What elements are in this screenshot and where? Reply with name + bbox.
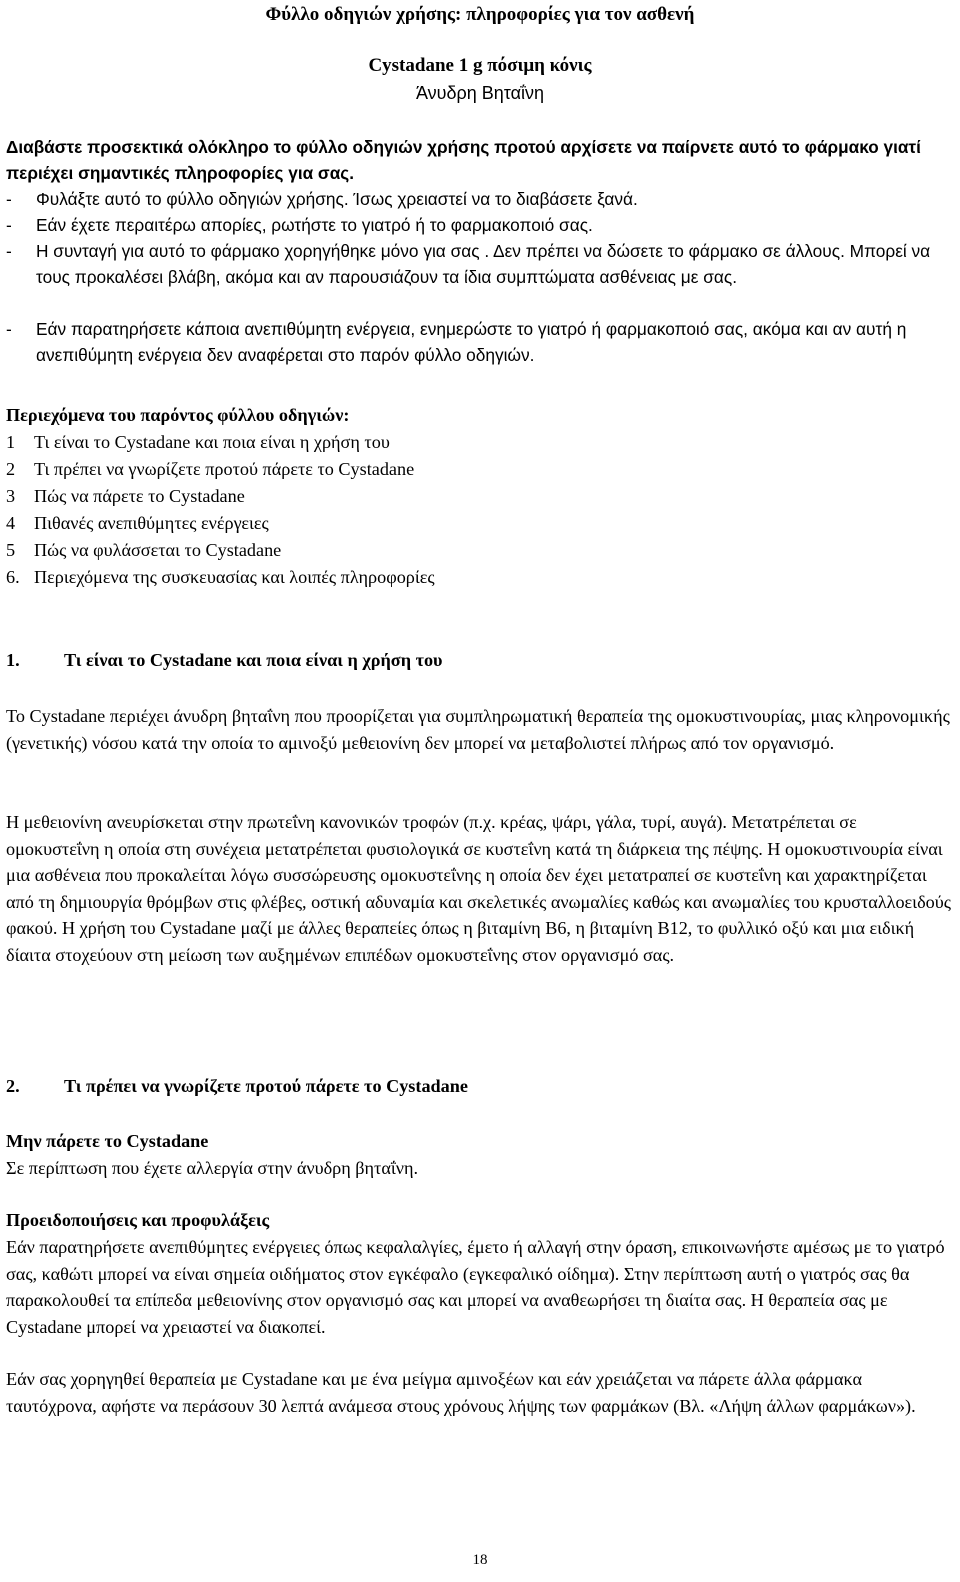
toc-item-label: Περιεχόμενα της συσκευασίας και λοιπές πληροφορίες xyxy=(34,567,435,587)
section-1-title: Τι είναι το Cystadane και ποια είναι η χρήση του xyxy=(64,650,443,670)
intro-warning: Διαβάστε προσεκτικά ολόκληρο το φύλλο οδηγιών χρήσης προτού αρχίσετε να παίρνετε αυτό το φάρμακο γιατί περιέχει σημαντικές πληροφορίες για σας. xyxy=(6,137,921,183)
bullet-dash: - xyxy=(6,189,12,209)
bullet-text: Η συνταγή για αυτό το φάρμακο χορηγήθηκε μόνο για σας . Δεν πρέπει να δώσετε το φάρμακο σε άλλους. Μπορεί να τους προκαλέσει βλάβη, ακόμα και αν παρουσιάζουν τα ίδια συμπτώματα ασθένειας με σας. xyxy=(36,241,931,287)
do-not-take-heading: Μην πάρετε το Cystadane xyxy=(6,1131,209,1151)
toc-item-label: Πώς να πάρετε το Cystadane xyxy=(34,486,245,506)
toc-item-number: 5 xyxy=(6,540,16,560)
section-1-paragraph: Η μεθειονίνη ανευρίσκεται στην πρωτεΐνη κανονικών τροφών (π.χ. κρέας, ψάρι, γάλα, τυρί, αυγά). Μετατρέπεται σε ομοκυστεΐνη η οποία στη συνέχεια μετατρέπεται φυσιολογικά σε κυστεΐνη κατά τη διάρκεια της πέψης. Η ομοκυστινουρία είναι μια ασθένεια που προκαλείται λόγω συσσώρευσης ομοκυστεΐνης η οποία δεν έχει μετατραπεί σε κυστεΐνη και χαρακτηρίζεται από τη δημιουργία θρόμβων στις φλέβες, οστική αδυναμία και σκελετικές ανωμαλίες καθώς και ανωμαλίες του κρυσταλλοειδούς φακού. Η χρήση του Cystadane μαζί με άλλες θεραπείες όπως η βιταμίνη B6, η βιταμίνη B12, το φυλλικό οξύ και μια ειδική δίαιτα στοχεύουν στη μείωση των αυξημένων επιπέδων ομοκυστεΐνης στον οργανισμό σας. xyxy=(6,812,951,965)
toc-item-label: Τι είναι το Cystadane και ποια είναι η χρήση του xyxy=(34,432,390,452)
bullet-text: Εάν έχετε περαιτέρω απορίες, ρωτήστε το γιατρό ή το φαρμακοποιό σας. xyxy=(36,215,593,235)
bullet-dash: - xyxy=(6,241,12,261)
toc-item-number: 2 xyxy=(6,459,16,479)
section-1-number: 1. xyxy=(6,650,20,670)
bullet-dash: - xyxy=(6,215,12,235)
toc-item-number: 4 xyxy=(6,513,16,533)
section-1-paragraph: Το Cystadane περιέχει άνυδρη βηταΐνη που προορίζεται για συμπληρωματική θεραπεία της ομοκυστινουρίας, μιας κληρονομικής (γενετικής) νόσου κατά την οποία το αμινοξύ μεθειονίνη δεν μπορεί να μεταβολιστεί πλήρως από τον οργανισμό. xyxy=(6,706,950,753)
do-not-take-text: Σε περίπτωση που έχετε αλλεργία στην άνυδρη βηταΐνη. xyxy=(6,1158,419,1178)
section-2-number: 2. xyxy=(6,1076,20,1096)
warnings-paragraph: Εάν σας χορηγηθεί θεραπεία με Cystadane και με ένα μείγμα αμινοξέων και εάν χρειάζεται να πάρετε άλλα φάρμακα ταυτόχρονα, αφήστε να περάσουν 30 λεπτά ανάμεσα στους χρόνους λήψης των φαρμάκων (Βλ. «Λήψη άλλων φαρμάκων»). xyxy=(6,1369,916,1416)
toc-item-number: 1 xyxy=(6,432,16,452)
warnings-paragraph: Εάν παρατηρήσετε ανεπιθύμητες ενέργειες όπως κεφαλαλγίες, έμετο ή αλλαγή στην όραση, επικοινωνήστε αμέσως με το γιατρό σας, καθώτι μπορεί να είναι σημεία οιδήματος στον εγκέφαλο (εγκεφαλικό οίδημα). Στην περίπτωση αυτή ο γιατρός σας θα παρακολουθεί τα επίπεδα μεθειονίνης στον οργανισμό σας και μπορεί να αναθεωρήσει τη διαίτα σας. Η θεραπεία σας με Cystadane μπορεί να χρειαστεί να διακοπεί. xyxy=(6,1237,945,1337)
toc-item-number: 3 xyxy=(6,486,16,506)
toc-item-label: Τι πρέπει να γνωρίζετε προτού πάρετε το Cystadane xyxy=(34,459,415,479)
active-substance: Άνυδρη Βηταΐνη xyxy=(415,83,545,103)
bullet-text: Εάν παρατηρήσετε κάποια ανεπιθύμητη ενέργεια, ενημερώστε το γιατρό ή φαρμακοποιό σας, ακόμα και αν αυτή η ανεπιθύμητη ενέργεια δεν αναφέρεται στο παρόν φύλλο οδηγιών. xyxy=(36,319,907,365)
toc-item-label: Πιθανές ανεπιθύμητες ενέργειες xyxy=(34,513,269,533)
warnings-heading: Προειδοποιήσεις και προφυλάξεις xyxy=(6,1210,270,1230)
page-number: 18 xyxy=(472,1552,488,1568)
toc-heading: Περιεχόμενα του παρόντος φύλλου οδηγιών: xyxy=(6,405,350,425)
leaflet-title: Φύλλο οδηγιών χρήσης: πληροφορίες για τον ασθενή xyxy=(265,4,695,25)
section-2-title: Τι πρέπει να γνωρίζετε προτού πάρετε το Cystadane xyxy=(64,1076,468,1096)
bullet-text: Φυλάξτε αυτό το φύλλο οδηγιών χρήσης. Ίσως χρειαστεί να το διαβάσετε ξανά. xyxy=(36,189,638,209)
toc-item-label: Πώς να φυλάσσεται το Cystadane xyxy=(34,540,282,560)
product-name: Cystadane 1 g πόσιμη κόνις xyxy=(368,55,592,76)
toc-item-number: 6. xyxy=(6,567,20,587)
bullet-dash: - xyxy=(6,319,12,339)
